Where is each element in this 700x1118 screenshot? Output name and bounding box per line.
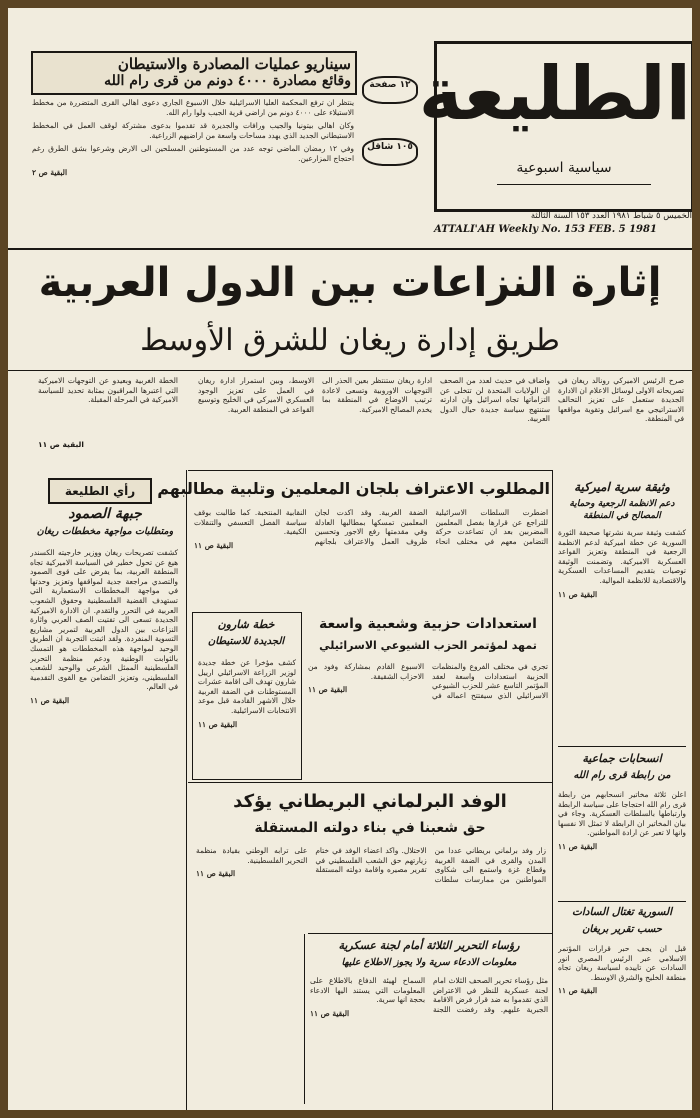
right-col-divider [552,470,553,1110]
communist-headline-2: تمهد لمؤتمر الحزب الشيوعي الاسرائيلي [319,639,537,652]
masthead-tagline: سياسية اسبوعية [516,160,612,176]
mayors-body [310,976,548,1104]
newspaper-logo: الطليعة [418,51,691,137]
british-top-rule [188,782,552,783]
masthead-date: الخميس ٥ شباط ١٩٨١ العدد ١٥٣ السنة الثالثة [530,211,692,221]
top-story-continued: البقية ص ٢ [32,167,68,177]
right-item1-continued: البقية ص ١١ [558,589,598,599]
top-story-box [31,51,357,95]
pages-badge: ١٢ صفحة [362,76,418,104]
main-column-5: الخطة الغربية وبعيدو عن التوجهات الاميركية التي اعتبرها المراقبون بمثابة تحديد للسياسة الاميركية في المرحلة المقبلة. [38,376,178,405]
right-item2-continued: البقية ص ١١ [558,841,598,851]
right-item2-paragraph: اعلن ثلاثة مخاتير انسحابهم من رابطة قرى رام الله احتجاجا على سياسة الرابطة وارتباطها بالسلطات العسكرية. وجاء في بيان المخاتير ان الرابطة لا تمثل الا نفسها وانها لا تعبر عن ارادة المواطنين. [558,790,686,838]
right-item3-paragraph: قبل ان يجف حبر قرارات المؤتمر الاسلامي عبر الرئيس المصري انور السادات عن تاييده لسياسة ريغان تجاه منطقة الخليج والشرق الاوسط. [558,944,686,982]
top-story-paragraph: وكان اهالي بيتونيا والجيب ورافات والجديرة قد تقدموا بدعوى مشتركة لوقف العمل في المخطط الاستيطاني الجديد الذي يهدد مساحات واسعة من اراضيهم الزراعية. [32,121,354,140]
right-item3-continued: البقية ص ١١ [558,986,598,996]
teachers-paragraph: اضطرت السلطات الاسرائيلية للتراجع عن قرارها بفصل المعلمين المضربين بعد ان تصاعدت حركة التضامن معهم في مختلف انحاء الضفة الغربية. وقد اكدت لجان المعلمين تمسكها بمطالبها العادلة وفي مقدمتها رفع الاجور وتحسين ظروف العمل والاعتراف بلجانهم النقابية المنتخبة. كما طالبت بوقف سياسة الفصل التعسفي والتنقلات الكيفية. [194,508,548,546]
editorial-paragraph: كشفت تصريحات ريغان ووزير خارجيته الكسندر هيغ عن تحول خطير في السياسة الاميركية تجاه المنطقة العربية، بما يفرض على قوى الصمود والتصدي مراجعة جدية لمواقفها وتعزيز وحدتها في مواجهة المخططات الاستعمارية التي تستهدف القضية الفلسطينية وحقوق الشعوب العربية في التحرر والتقدم. ان الادارة الاميركية الجديدة تسعى الى تفتيت الصف العربي واثارة النزاعات بين الدول العربية لتمرير مشاريع التسوية المنفردة. ولقد اثبتت التجربة ان الطريق الوحيد لمواجهة هذه المخططات هو التمسك بالثوابت الوطنية ودعم منظمة التحرير الفلسطينية الممثل الشرعي والوحيد للشعب الفلسطيني، وتعزيز التضامن مع القوى التقدمية في العالم. [30,548,178,692]
masthead-english: ATTALI'AH Weekly No. 153 FEB. 5 1981 [434,224,657,235]
top-story-headline-1: سيناريو عمليات المصادرة والاستيطان [117,55,351,73]
communist-headline-1: استعدادات حزبية وشعبية واسعة [319,616,537,632]
editorial-divider [186,470,187,1110]
right-item-separator-1 [558,746,686,747]
right-item3-title-2: حسب تقرير بريغان [582,924,662,935]
right-item-separator-2 [558,901,686,902]
mayors-left-divider [304,934,305,1104]
editorial-body [30,548,178,1103]
top-story-paragraph: ينتظر ان ترفع المحكمة العليا الاسرائيلية خلال الاسبوع الجاري دعوى اهالي القرى المتضررة من مخطط الاستيلاء على ٤٠٠٠ دونم من اراضي قرية الجيب ولوا رام الله. [32,98,354,117]
right-item1-body [558,528,686,748]
british-continued: البقية ص ١١ [196,869,236,879]
british-paragraph: زار وفد برلماني بريطاني عددا من المدن والقرى في الضفة الغربية وقطاع غزة واستمع الى شكاوى المواطنين من ممارسات سلطات الاحتلال. واكد اعضاء الوفد في ختام زيارتهم حق الشعب الفلسطيني في تقرير مصيره واقامة دولته المستقلة على ترابه الوطني بقيادة منظمة التحرير الفلسطينية. [196,846,546,884]
main-column-2: واضاف في حديث لعدد من الصحف ان الولايات المتحدة لن تتخلى عن التزاماتها تجاه اسرائيل وان ادارته ستنتهج سياسة جديدة حيال الدول العربية. [440,376,550,424]
top-story-body [32,98,354,248]
sharon-title-2: الجديدة للاستيطان [207,636,285,647]
top-story-headline-2: وقائع مصادرة ٤٠٠٠ دونم من قرى رام الله [104,73,351,89]
teachers-continued: البقية ص ١١ [194,540,234,550]
sharon-title-1: خطة شارون [217,618,275,631]
right-item2-body [558,790,686,900]
masthead-box [418,41,692,212]
mayors-continued: البقية ص ١١ [310,1008,350,1018]
sharon-continued: البقية ص ١١ [198,719,238,729]
price-area [360,68,422,208]
mayors-headline-2: معلومات الادعاء سرية ولا يجوز الاطلاع عليها [341,957,517,968]
main-column-4: الاوسط، وبين استمرار ادارة ريغان في العمل على تعزيز الوجود العسكري الاميركي في الخليج وتوسيع القواعد في المنطقة العربية. [198,376,314,414]
teachers-top-rule [188,470,552,471]
mayors-paragraph: مثل رؤساء تحرير الصحف الثلاث امام لجنة عسكرية للنظر في الاعتراض الذي تقدموا به ضد قرار فرض الاقامة الجبرية عليهم. وقد رفضت اللجنة السماح لهيئة الدفاع بالاطلاع على المعلومات التي يستند اليها الادعاء بحجة انها سرية. [310,976,548,1014]
right-item3-body [558,944,686,1104]
main-subhead: طريق إدارة ريغان للشرق الأوسط [140,323,560,358]
communist-body [308,662,548,772]
teachers-body [194,508,548,600]
editorial-label: رأي الطليعة [48,478,152,504]
editorial-title-1: جبهة الصمود [68,506,142,522]
main-columns-rule [8,370,692,371]
sharon-paragraph: كشف مؤخرا عن خطة جديدة لوزير الزراعة الاسرائيلي ارييل شارون تهدف الى اقامة عشرات المستوطنات في الضفة الغربية خلال الاشهر القادمة قبل موعد الانتخابات الاسرائيلية. [198,658,296,715]
editorial-continued: البقية ص ١١ [30,695,70,705]
editorial-title-2: ومتطلبات مواجهة مخططات ريغان [36,526,174,537]
communist-continued: البقية ص ١١ [308,685,348,695]
headline-top-rule [8,248,692,250]
right-item1-paragraph: كشفت وثيقة سرية نشرتها صحيفة الثورة السورية عن خطة اميركية لدعم الانظمة الرجعية في المنطقة وتعزيز القواعد العسكرية الاميركية. وتضمنت الوثيقة توصيات بتقديم المساعدات العسكرية والاقتصادية للانظمة الموالية. [558,528,686,585]
price-badge: ١٠٥ شاقل [362,138,418,166]
right-item1-title-1: وثيقة سرية اميركية [574,480,670,494]
main-column-1: صرح الرئيس الاميركي رونالد ريغان في تصريحاته الاولى لوسائل الاعلام ان الادارة الجديدة ستعمل على تعزيز التحالف الاستراتيجي مع اسرائيل وتقوية مواقعها في المنطقة. [558,376,684,424]
mayors-headline-1: رؤساء التحرير الثلاثة أمام لجنة عسكرية [338,939,520,952]
british-body [196,846,546,926]
right-item3-title-1: السورية تغتال السادات [572,906,672,918]
right-item2-title-2: من رابطة قرى رام الله [573,770,671,781]
main-headline: إثارة النزاعات بين الدول العربية [38,260,662,306]
right-item1-title-2: دعم الانظمة الرجعية وحماية المصالح في المنطقة [569,499,675,521]
main-continued: البقية ص ١١ [38,440,84,449]
british-headline-1: الوفد البرلماني البريطاني يؤكد [233,791,507,812]
communist-paragraph: تجري في مختلف الفروع والمنظمات الحزبية استعدادات واسعة لعقد المؤتمر التاسع عشر للحزب الشيوعي الاسرائيلي الذي سيفتتح اعماله في الاسبوع القادم بمشاركة وفود من الاحزاب الشقيقة. [308,662,548,700]
british-headline-2: حق شعبنا في بناء دولته المستقلة [254,820,486,836]
mayors-top-rule [308,933,552,934]
top-story-paragraph: وفي ١٢ رمضان الماضي توجه عدد من المستوطنين المسلحين الى الارض وشرعوا بشق الطرق رغم احتجاج المزارعين. [32,144,354,163]
right-item2-title-1: انسحابات جماعية [582,752,662,765]
sharon-body [198,658,296,772]
tagline-underline [497,184,651,185]
teachers-headline: المطلوب الاعتراف بلجان المعلمين وتلبية مطالبهم [157,479,550,498]
main-column-3: ادارة ريغان ستنتظر بعين الحذر الى التوجهات الاوروبية وتسعى لاعادة ترتيب الاوضاع في المنطقة بما يخدم المصالح الاميركية. [322,376,432,414]
